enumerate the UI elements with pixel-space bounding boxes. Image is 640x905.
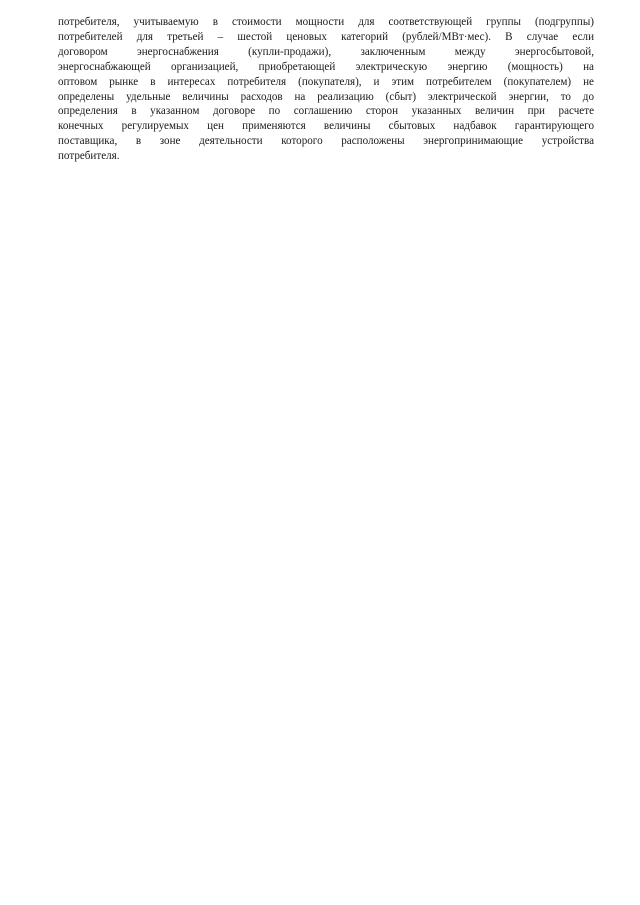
paragraph-line: договором энергоснабжения (купли-продажи), заключенным между энергосбытовой, (58, 45, 594, 58)
paragraph-line: потребителя, учитываемую в стоимости мощности для соответствующей группы (подгруппы) (58, 16, 594, 28)
paragraph-line: оптовом рынке в интересах потребителя (покупателя), и этим потребителем (покупателем) не (58, 75, 594, 88)
paragraph-line: энергоснабжающей организацией, приобретающей электрическую энергию (мощность) на (58, 60, 594, 73)
document-paragraph (58, 15, 594, 164)
paragraph-line-last: потребителя. (58, 150, 120, 163)
paragraph-line: определения в указанном договоре по соглашению сторон указанных величин при расчете (58, 105, 594, 118)
paragraph-line: конечных регулируемых цен применяются величины сбытовых надбавок гарантирующего (58, 120, 594, 133)
paragraph-line: определены удельные величины расходов на реализацию (сбыт) электрической энергии, то до (58, 90, 594, 103)
paragraph-line: поставщика, в зоне деятельности которого расположены энергопринимающие устройства (58, 135, 594, 148)
paragraph-line: потребителей для третьей – шестой ценовых категорий (рублей/МВт·мес). В случае если (58, 30, 594, 43)
